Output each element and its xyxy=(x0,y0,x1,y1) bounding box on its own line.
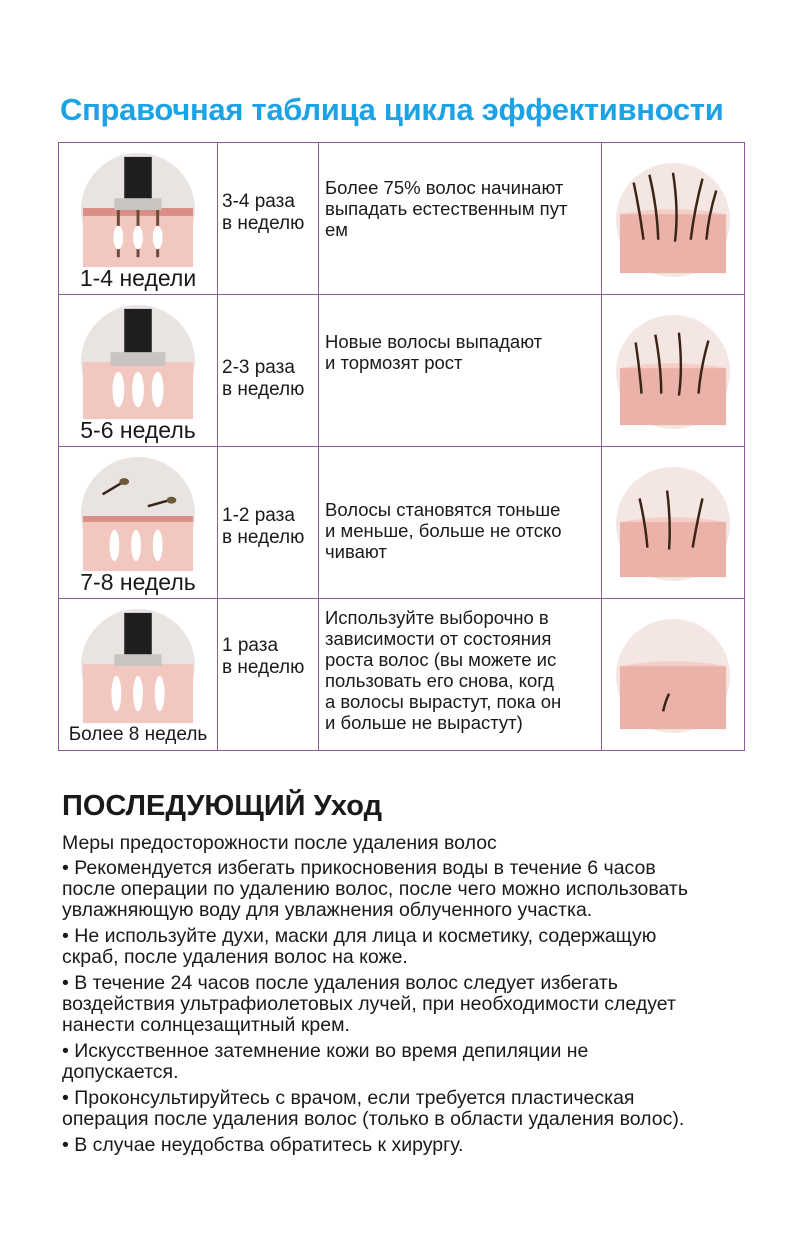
list-item: • Рекомендуется избегать прикосновения воды в течение 6 часов после операции по удалению волос, после чего можно использовать увлажняющую воду для увлажнения облученного участка. xyxy=(62,857,688,921)
result-cell xyxy=(602,295,745,447)
device-on-skin-illustration xyxy=(79,607,197,725)
frequency-cell xyxy=(218,599,319,751)
efficiency-table xyxy=(58,142,745,751)
list-item: • Не используйте духи, маски для лица и косметику, содержащую скраб, после удаления волос на коже. xyxy=(62,925,657,968)
stage-label: 5-6 недель xyxy=(80,417,196,443)
frequency-cell xyxy=(218,295,319,447)
result-cell xyxy=(602,143,745,295)
stage-label: 1-4 недели xyxy=(79,265,197,291)
description-text: Волосы становятся тоньше и меньше, больше не отско чивают xyxy=(325,499,562,562)
frequency-text: 3-4 раза в неделю xyxy=(222,191,305,234)
frequency-text: 2-3 раза в неделю xyxy=(222,357,305,400)
description-cell xyxy=(319,599,602,751)
list-item: • Проконсультируйтесь с врачом, если требуется пластическая операция после удаления волос (только в области удаления волос). xyxy=(62,1087,685,1130)
table-row xyxy=(59,143,745,295)
device-on-skin-illustration xyxy=(79,151,197,269)
list-item: • В случае неудобства обратитесь к хирургу. xyxy=(62,1134,464,1156)
stage-cell xyxy=(59,295,218,447)
description-text: Используйте выборочно в зависимости от состояния роста волос (вы можете ис пользовать его снова, когд а волосы вырастут, пока он и больше не вырастут) xyxy=(325,607,562,733)
description-text: Новые волосы выпадают и тормозят рост xyxy=(325,331,543,373)
device-on-skin-illustration xyxy=(79,303,197,421)
table-row xyxy=(59,295,745,447)
aftercare-subtitle: Меры предосторожности после удаления волос xyxy=(62,832,497,854)
skin-hair-illustration xyxy=(614,161,732,279)
result-cell xyxy=(602,447,745,599)
falling-hair-illustration xyxy=(79,455,197,573)
list-item: • В течение 24 часов после удаления волос следует избегать воздействия ультрафиолетовых лучей, при необходимости следует нанести солнцезащитный крем. xyxy=(62,972,676,1036)
table-row xyxy=(59,599,745,751)
aftercare-list xyxy=(62,858,752,1161)
page-title: Справочная таблица цикла эффективности xyxy=(60,92,724,127)
result-cell xyxy=(602,599,745,751)
description-text: Более 75% волос начинают выпадать естественным пут ем xyxy=(325,177,568,240)
skin-hair-illustration xyxy=(614,465,732,583)
frequency-cell xyxy=(218,447,319,599)
description-cell xyxy=(319,447,602,599)
frequency-cell xyxy=(218,143,319,295)
stage-cell xyxy=(59,143,218,295)
stage-label: 7-8 недель xyxy=(80,569,196,595)
stage-label: Более 8 недель xyxy=(68,724,208,745)
aftercare-heading: ПОСЛЕДУЮЩИЙ Уход xyxy=(62,790,383,822)
skin-illustration xyxy=(614,617,732,735)
stage-cell xyxy=(59,447,218,599)
description-cell xyxy=(319,295,602,447)
stage-cell xyxy=(59,599,218,751)
skin-hair-illustration xyxy=(614,313,732,431)
table-row xyxy=(59,447,745,599)
frequency-text: 1-2 раза в неделю xyxy=(222,505,305,548)
description-cell xyxy=(319,143,602,295)
list-item: • Искусственное затемнение кожи во время депиляции не допускается. xyxy=(62,1040,589,1083)
frequency-text: 1 раза в неделю xyxy=(222,635,305,678)
